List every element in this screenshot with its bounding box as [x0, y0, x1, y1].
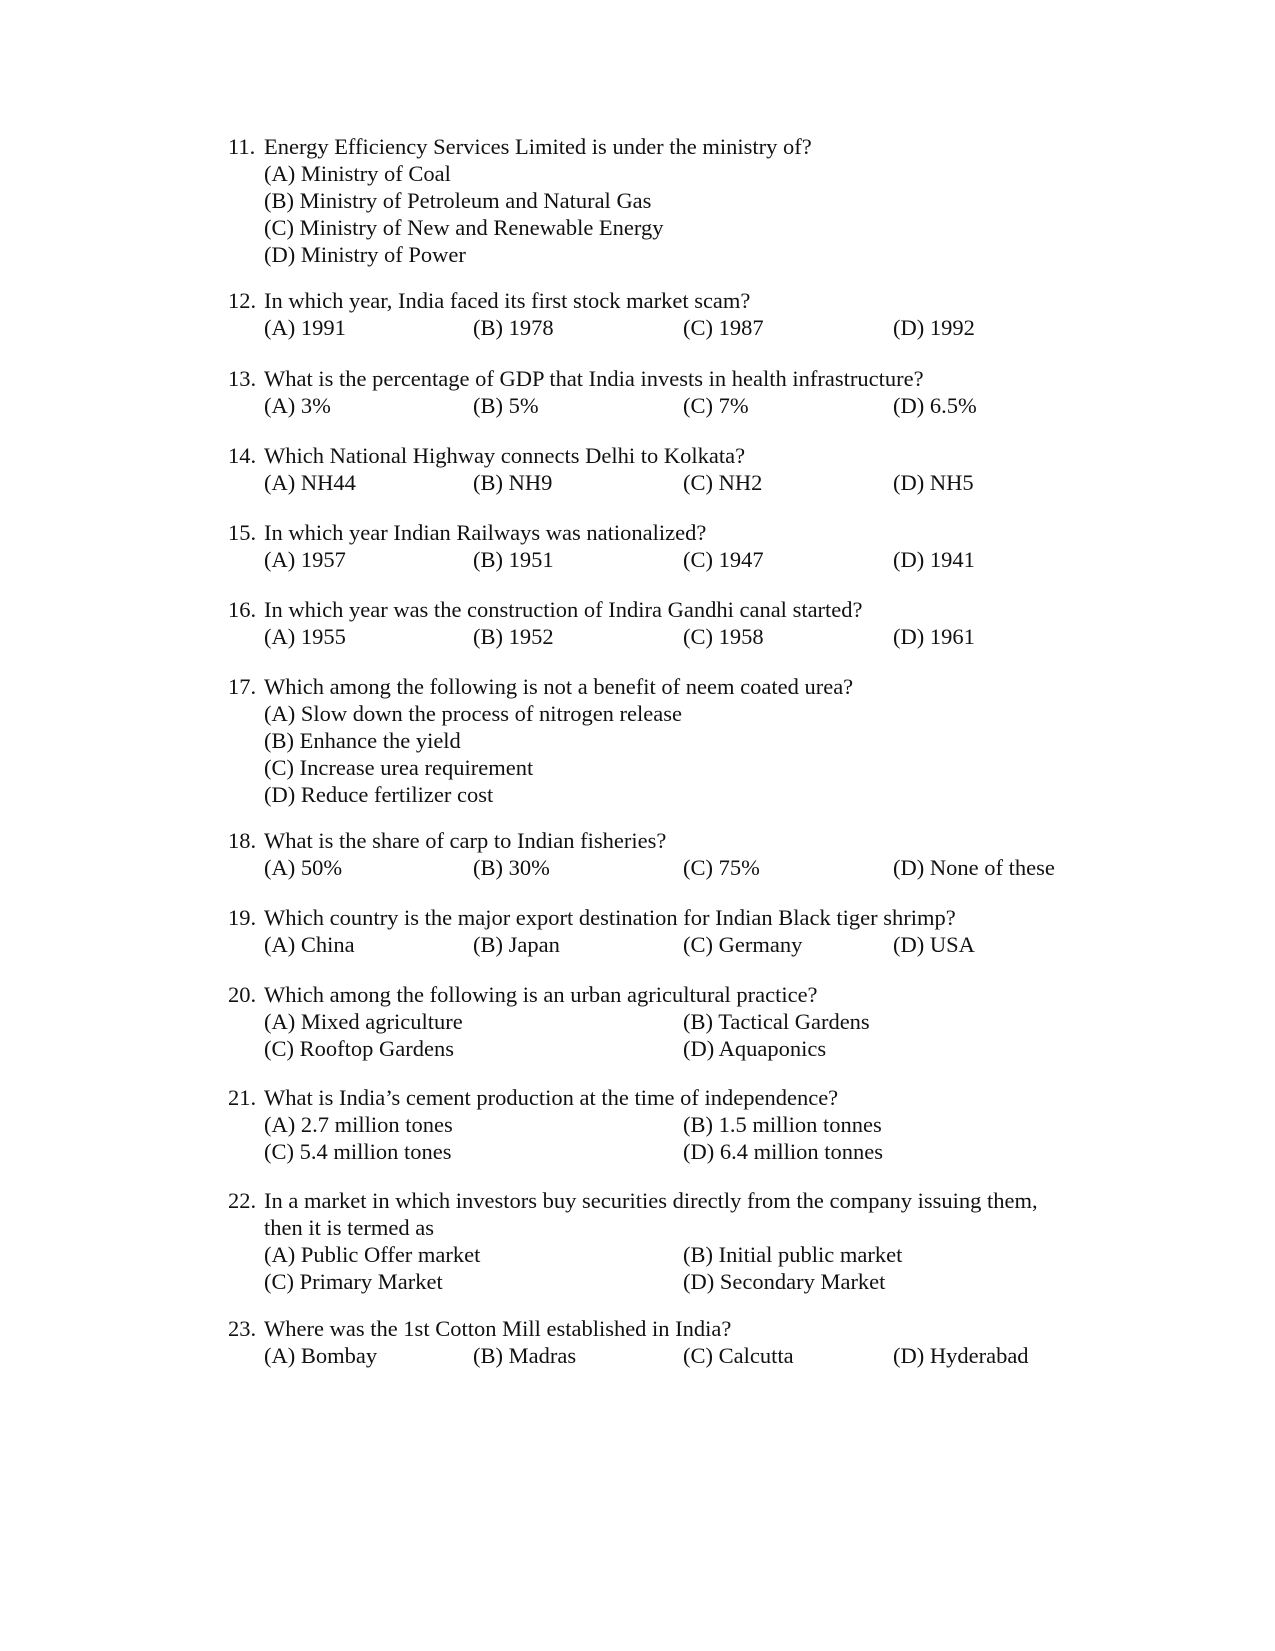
question-number: 17. — [228, 674, 257, 699]
question-number: 20. — [228, 982, 257, 1007]
question-number: 22. — [228, 1188, 257, 1213]
question-text: Which among the following is an urban agricultural practice? — [264, 982, 818, 1007]
option-b: (B) 5% — [473, 393, 539, 418]
option-d: (D) Secondary Market — [683, 1269, 886, 1294]
option-c: (C) 5.4 million tones — [264, 1139, 452, 1164]
option-a: (A) Bombay — [264, 1343, 378, 1368]
option-c: (C) 1958 — [683, 624, 764, 649]
question-number: 13. — [228, 366, 257, 391]
option-b: (B) 1952 — [473, 624, 554, 649]
option-c: (C) Calcutta — [683, 1343, 794, 1368]
option-b: (B) 1978 — [473, 315, 554, 340]
option-a: (A) 3% — [264, 393, 331, 418]
question-text: In which year was the construction of Indira Gandhi canal started? — [264, 597, 863, 622]
question-16 — [228, 596, 1098, 650]
option-a: (A) Ministry of Coal — [264, 161, 451, 186]
question-number: 11. — [228, 134, 256, 159]
option-c: (C) Ministry of New and Renewable Energy — [264, 215, 664, 240]
option-a: (A) 1957 — [264, 547, 346, 572]
option-b: (B) NH9 — [473, 470, 553, 495]
question-text: Which among the following is not a benefit of neem coated urea? — [264, 674, 854, 699]
option-c: (C) Increase urea requirement — [264, 755, 534, 780]
option-d: (D) 1941 — [893, 547, 975, 572]
question-text: Which National Highway connects Delhi to Kolkata? — [264, 443, 746, 468]
question-text: In which year Indian Railways was nationalized? — [264, 520, 707, 545]
question-19 — [228, 904, 1098, 958]
option-d: (D) USA — [893, 932, 975, 957]
question-18 — [228, 827, 1098, 881]
option-a: (A) 50% — [264, 855, 343, 880]
question-21 — [228, 1084, 1098, 1165]
option-d: (D) Aquaponics — [683, 1036, 827, 1061]
question-number: 12. — [228, 288, 257, 313]
question-number: 19. — [228, 905, 257, 930]
question-17 — [228, 673, 1098, 808]
question-number: 14. — [228, 443, 257, 468]
question-text: Energy Efficiency Services Limited is under the ministry of? — [264, 134, 812, 159]
question-number: 15. — [228, 520, 257, 545]
option-a: (A) Public Offer market — [264, 1242, 481, 1267]
option-b: (B) Tactical Gardens — [683, 1009, 870, 1034]
option-d: (D) 6.4 million tonnes — [683, 1139, 883, 1164]
question-number: 23. — [228, 1316, 257, 1341]
option-b: (B) Enhance the yield — [264, 728, 461, 753]
option-b: (B) Ministry of Petroleum and Natural Gas — [264, 188, 652, 213]
option-d: (D) NH5 — [893, 470, 974, 495]
option-d: (D) 6.5% — [893, 393, 977, 418]
question-15 — [228, 519, 1098, 573]
option-a: (A) Mixed agriculture — [264, 1009, 463, 1034]
question-14 — [228, 442, 1098, 496]
question-text: What is India’s cement production at the time of independence? — [264, 1085, 839, 1110]
question-text: In which year, India faced its first stock market scam? — [264, 288, 751, 313]
option-d: (D) 1992 — [893, 315, 975, 340]
question-text: Where was the 1st Cotton Mill established in India? — [264, 1316, 732, 1341]
option-a: (A) NH44 — [264, 470, 356, 495]
option-c: (C) 1947 — [683, 547, 764, 572]
question-number: 21. — [228, 1085, 257, 1110]
option-b: (B) Japan — [473, 932, 560, 957]
option-d: (D) None of these — [893, 855, 1055, 880]
option-c: (C) NH2 — [683, 470, 763, 495]
option-c: (C) 7% — [683, 393, 749, 418]
option-a: (A) Slow down the process of nitrogen release — [264, 701, 683, 726]
question-text: In a market in which investors buy securities directly from the company issuing them, — [264, 1188, 1038, 1213]
question-12 — [228, 287, 1098, 341]
option-b: (B) 30% — [473, 855, 550, 880]
option-b: (B) Initial public market — [683, 1242, 903, 1267]
option-a: (A) 2.7 million tones — [264, 1112, 453, 1137]
option-c: (C) Primary Market — [264, 1269, 443, 1294]
question-text: Which country is the major export destination for Indian Black tiger shrimp? — [264, 905, 956, 930]
question-13 — [228, 365, 1098, 419]
question-text: What is the percentage of GDP that India invests in health infrastructure? — [264, 366, 924, 391]
question-20 — [228, 981, 1098, 1062]
option-c: (C) Rooftop Gardens — [264, 1036, 454, 1061]
question-text: What is the share of carp to Indian fisheries? — [264, 828, 667, 853]
question-22 — [228, 1187, 1098, 1295]
option-c: (C) 75% — [683, 855, 760, 880]
question-number: 18. — [228, 828, 257, 853]
option-d: (D) Reduce fertilizer cost — [264, 782, 494, 807]
option-a: (A) 1991 — [264, 315, 346, 340]
question-11 — [228, 133, 1098, 268]
option-b: (B) Madras — [473, 1343, 577, 1368]
option-b: (B) 1951 — [473, 547, 554, 572]
option-b: (B) 1.5 million tonnes — [683, 1112, 882, 1137]
option-d: (D) Ministry of Power — [264, 242, 466, 267]
option-c: (C) Germany — [683, 932, 803, 957]
option-d: (D) 1961 — [893, 624, 975, 649]
question-text-continued: then it is termed as — [264, 1215, 434, 1240]
question-number: 16. — [228, 597, 257, 622]
question-23 — [228, 1315, 1098, 1369]
option-a: (A) China — [264, 932, 355, 957]
option-a: (A) 1955 — [264, 624, 346, 649]
option-c: (C) 1987 — [683, 315, 764, 340]
option-d: (D) Hyderabad — [893, 1343, 1029, 1368]
